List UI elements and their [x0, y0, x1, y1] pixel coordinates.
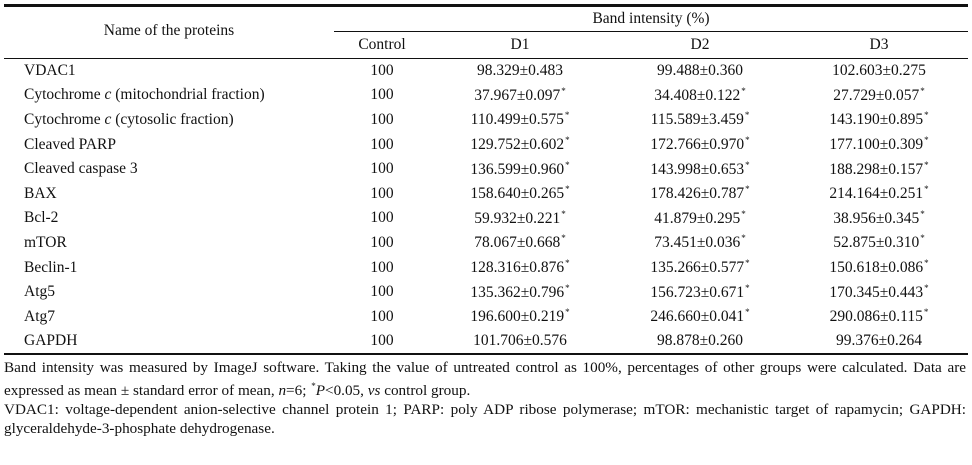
d1-value-cell	[430, 181, 610, 206]
significance-mark: *	[741, 233, 746, 244]
protein-name-cell	[4, 59, 334, 84]
d3-value-cell	[790, 329, 968, 354]
d2-value: 34.408±0.122	[654, 86, 741, 104]
protein-name: Cleaved caspase 3	[24, 160, 138, 178]
footnote-n: n	[278, 381, 287, 399]
significance-mark: *	[565, 159, 570, 170]
table-row	[4, 206, 968, 231]
significance-mark: *	[920, 85, 925, 96]
protein-name-cell	[4, 108, 334, 133]
control-value: 100	[370, 233, 394, 251]
d2-value: 143.998±0.653	[650, 160, 745, 178]
protein-name: Cleaved PARP	[24, 135, 117, 153]
d2-value-cell	[610, 231, 790, 256]
d1-value: 135.362±0.796	[470, 283, 565, 301]
significance-mark: *	[924, 135, 929, 146]
significance-mark: *	[745, 135, 750, 146]
protein-name: BAX	[24, 184, 57, 202]
d2-value: 115.589±3.459	[650, 111, 744, 129]
d2-value: 41.879±0.295	[654, 209, 741, 227]
d1-value: 196.600±0.219	[470, 308, 565, 326]
significance-mark: *	[924, 184, 929, 195]
d2-value: 98.878±0.260	[656, 331, 743, 349]
control-value: 100	[370, 307, 394, 325]
protein-name: VDAC1	[24, 62, 76, 80]
column-header-d3: D3	[790, 32, 968, 59]
d2-value: 135.266±0.577	[650, 259, 745, 277]
significance-mark: *	[565, 135, 570, 146]
d1-value-cell	[430, 231, 610, 256]
protein-name: Cytochrome	[24, 86, 105, 104]
control-value: 100	[370, 62, 394, 80]
d3-value-cell	[790, 231, 968, 256]
protein-name: Beclin-1	[24, 258, 78, 276]
d2-value-cell	[610, 255, 790, 280]
table-row	[4, 108, 968, 133]
d1-value-cell	[430, 280, 610, 305]
control-value: 100	[370, 184, 394, 202]
significance-mark: *	[924, 159, 929, 170]
d2-value-cell	[610, 304, 790, 329]
significance-mark: *	[920, 233, 925, 244]
d1-value: 98.329±0.483	[476, 62, 563, 80]
d1-value-cell	[430, 83, 610, 108]
protein-name-cell	[4, 157, 334, 182]
d3-value: 170.345±0.443	[829, 283, 924, 301]
significance-mark: *	[924, 258, 929, 269]
protein-name: Cytochrome	[24, 110, 105, 128]
column-header-d2: D2	[610, 32, 790, 59]
d2-value-cell	[610, 83, 790, 108]
table-row	[4, 59, 968, 84]
significance-mark: *	[745, 184, 750, 195]
footnote-text: control group.	[380, 381, 471, 399]
significance-mark: *	[745, 307, 750, 318]
table-body	[4, 59, 968, 354]
d2-value: 73.451±0.036	[654, 234, 741, 252]
d3-value-cell	[790, 181, 968, 206]
table-row	[4, 181, 968, 206]
d2-value-cell	[610, 181, 790, 206]
significance-mark: *	[741, 208, 746, 219]
d2-value: 99.488±0.360	[656, 62, 743, 80]
significance-mark: *	[311, 380, 316, 391]
d3-value: 290.086±0.115	[829, 308, 923, 326]
d3-value: 38.956±0.345	[833, 209, 920, 227]
significance-mark: *	[920, 208, 925, 219]
protein-name-cell	[4, 280, 334, 305]
significance-mark: *	[561, 85, 566, 96]
column-header-control: Control	[334, 32, 430, 59]
significance-mark: *	[565, 258, 570, 269]
d2-value-cell	[610, 280, 790, 305]
d3-value: 177.100±0.309	[829, 136, 924, 154]
table-row	[4, 132, 968, 157]
d3-value-cell	[790, 206, 968, 231]
control-value: 100	[370, 209, 394, 227]
d1-value: 110.499±0.575	[470, 111, 564, 129]
d1-value: 158.640±0.265	[470, 185, 565, 203]
significance-mark: *	[565, 282, 570, 293]
significance-mark: *	[744, 110, 750, 121]
d1-value-cell	[430, 132, 610, 157]
protein-name-cell	[4, 132, 334, 157]
protein-name-rest: (cytosolic fraction)	[111, 110, 234, 128]
control-value: 100	[370, 135, 394, 153]
protein-name-cell	[4, 83, 334, 108]
significance-mark: *	[745, 159, 750, 170]
d3-value: 188.298±0.157	[829, 160, 924, 178]
d3-value: 52.875±0.310	[833, 234, 920, 252]
table-row	[4, 231, 968, 256]
d1-value: 59.932±0.221	[474, 209, 561, 227]
significance-mark: *	[561, 208, 566, 219]
table-row	[4, 157, 968, 182]
d1-value-cell	[430, 59, 610, 84]
significance-mark: *	[745, 282, 750, 293]
footnote-method	[4, 358, 966, 400]
d3-value: 27.729±0.057	[833, 86, 920, 104]
d3-value: 99.376±0.264	[836, 331, 923, 349]
band-intensity-group-header: Band intensity (%)	[334, 7, 968, 32]
d3-value-cell	[790, 157, 968, 182]
d2-value-cell	[610, 59, 790, 84]
d1-value: 101.706±0.576	[473, 331, 567, 349]
d3-value-cell	[790, 108, 968, 133]
protein-name-cell	[4, 329, 334, 354]
d2-value-cell	[610, 157, 790, 182]
d1-value: 37.967±0.097	[474, 86, 561, 104]
footnote-text: Band intensity was measured by ImageJ software. Taking the value of untreated control as 100%, percentages of other groups were calculated. Data are expressed as mean ± standard error of mean,	[4, 358, 966, 399]
protein-name-cell	[4, 231, 334, 256]
table-row	[4, 83, 968, 108]
d1-value-cell	[430, 157, 610, 182]
significance-mark: *	[741, 85, 746, 96]
protein-name: mTOR	[24, 233, 67, 251]
d1-value-cell	[430, 255, 610, 280]
footnote-text: =6;	[286, 381, 311, 399]
d1-value: 129.752±0.602	[470, 136, 565, 154]
protein-name: Bcl-2	[24, 209, 59, 227]
protein-name-header: Name of the proteins	[4, 7, 334, 59]
d2-value-cell	[610, 329, 790, 354]
protein-name-cell	[4, 181, 334, 206]
footnote-vs: vs	[367, 381, 381, 399]
significance-mark: *	[564, 110, 570, 121]
control-value: 100	[334, 329, 430, 354]
control-value: 100	[370, 110, 394, 128]
d3-value-cell	[790, 255, 968, 280]
d1-value-cell	[430, 206, 610, 231]
d3-value-cell	[790, 83, 968, 108]
d2-value: 156.723±0.671	[650, 283, 745, 301]
control-value: 100	[370, 160, 394, 178]
protein-name-cell	[4, 255, 334, 280]
footnote-p: P	[315, 381, 325, 399]
d2-value-cell	[610, 206, 790, 231]
d2-value: 178.426±0.787	[650, 185, 745, 203]
protein-name-rest: (mitochondrial fraction)	[111, 86, 265, 104]
d3-value-cell	[790, 59, 968, 84]
d3-value: 150.618±0.086	[829, 259, 924, 277]
d1-value-cell	[430, 108, 610, 133]
protein-name-cell	[4, 304, 334, 329]
d2-value: 172.766±0.970	[650, 136, 745, 154]
d2-value: 246.660±0.041	[650, 308, 745, 326]
protein-name: GAPDH	[24, 331, 78, 349]
significance-mark: *	[561, 233, 566, 244]
table-row	[4, 304, 968, 329]
significance-mark: *	[923, 307, 929, 318]
control-value: 100	[370, 283, 394, 301]
d3-value-cell	[790, 304, 968, 329]
protein-name-italic: c	[104, 110, 112, 128]
d1-value: 136.599±0.960	[470, 160, 565, 178]
significance-mark: *	[565, 184, 570, 195]
table-row	[4, 329, 968, 354]
d2-value-cell	[610, 108, 790, 133]
footnote-abbreviations: VDAC1: voltage-dependent anion-selective channel protein 1; PARP: poly ADP ribose polymerase; mTOR: mechanistic target of rapamycin; GAPDH: glyceraldehyde-3-phosphate dehydrogenase.	[4, 400, 966, 437]
significance-mark: *	[745, 258, 750, 269]
significance-mark: *	[565, 307, 570, 318]
footnote-text: <0.05,	[325, 381, 368, 399]
d1-value: 128.316±0.876	[470, 259, 565, 277]
d1-value: 78.067±0.668	[474, 234, 561, 252]
d1-value-cell	[430, 304, 610, 329]
protein-name-italic: c	[104, 86, 112, 104]
d3-value-cell	[790, 280, 968, 305]
d2-value-cell	[610, 132, 790, 157]
significance-mark: *	[924, 110, 929, 121]
significance-mark: *	[924, 282, 929, 293]
protein-name-cell	[4, 206, 334, 231]
d3-value-cell	[790, 132, 968, 157]
table-container	[4, 4, 968, 438]
protein-name: Atg5	[24, 283, 55, 301]
d3-value: 214.164±0.251	[829, 185, 924, 203]
protein-name: Atg7	[24, 307, 55, 325]
d1-value-cell	[430, 329, 610, 354]
column-header-d1: D1	[430, 32, 610, 59]
d3-value: 143.190±0.895	[829, 111, 924, 129]
table-row	[4, 255, 968, 280]
d3-value: 102.603±0.275	[832, 62, 926, 80]
table-footnotes	[4, 358, 968, 438]
band-intensity-table	[4, 7, 968, 355]
table-row	[4, 280, 968, 305]
control-value: 100	[370, 86, 394, 104]
control-value: 100	[370, 258, 394, 276]
